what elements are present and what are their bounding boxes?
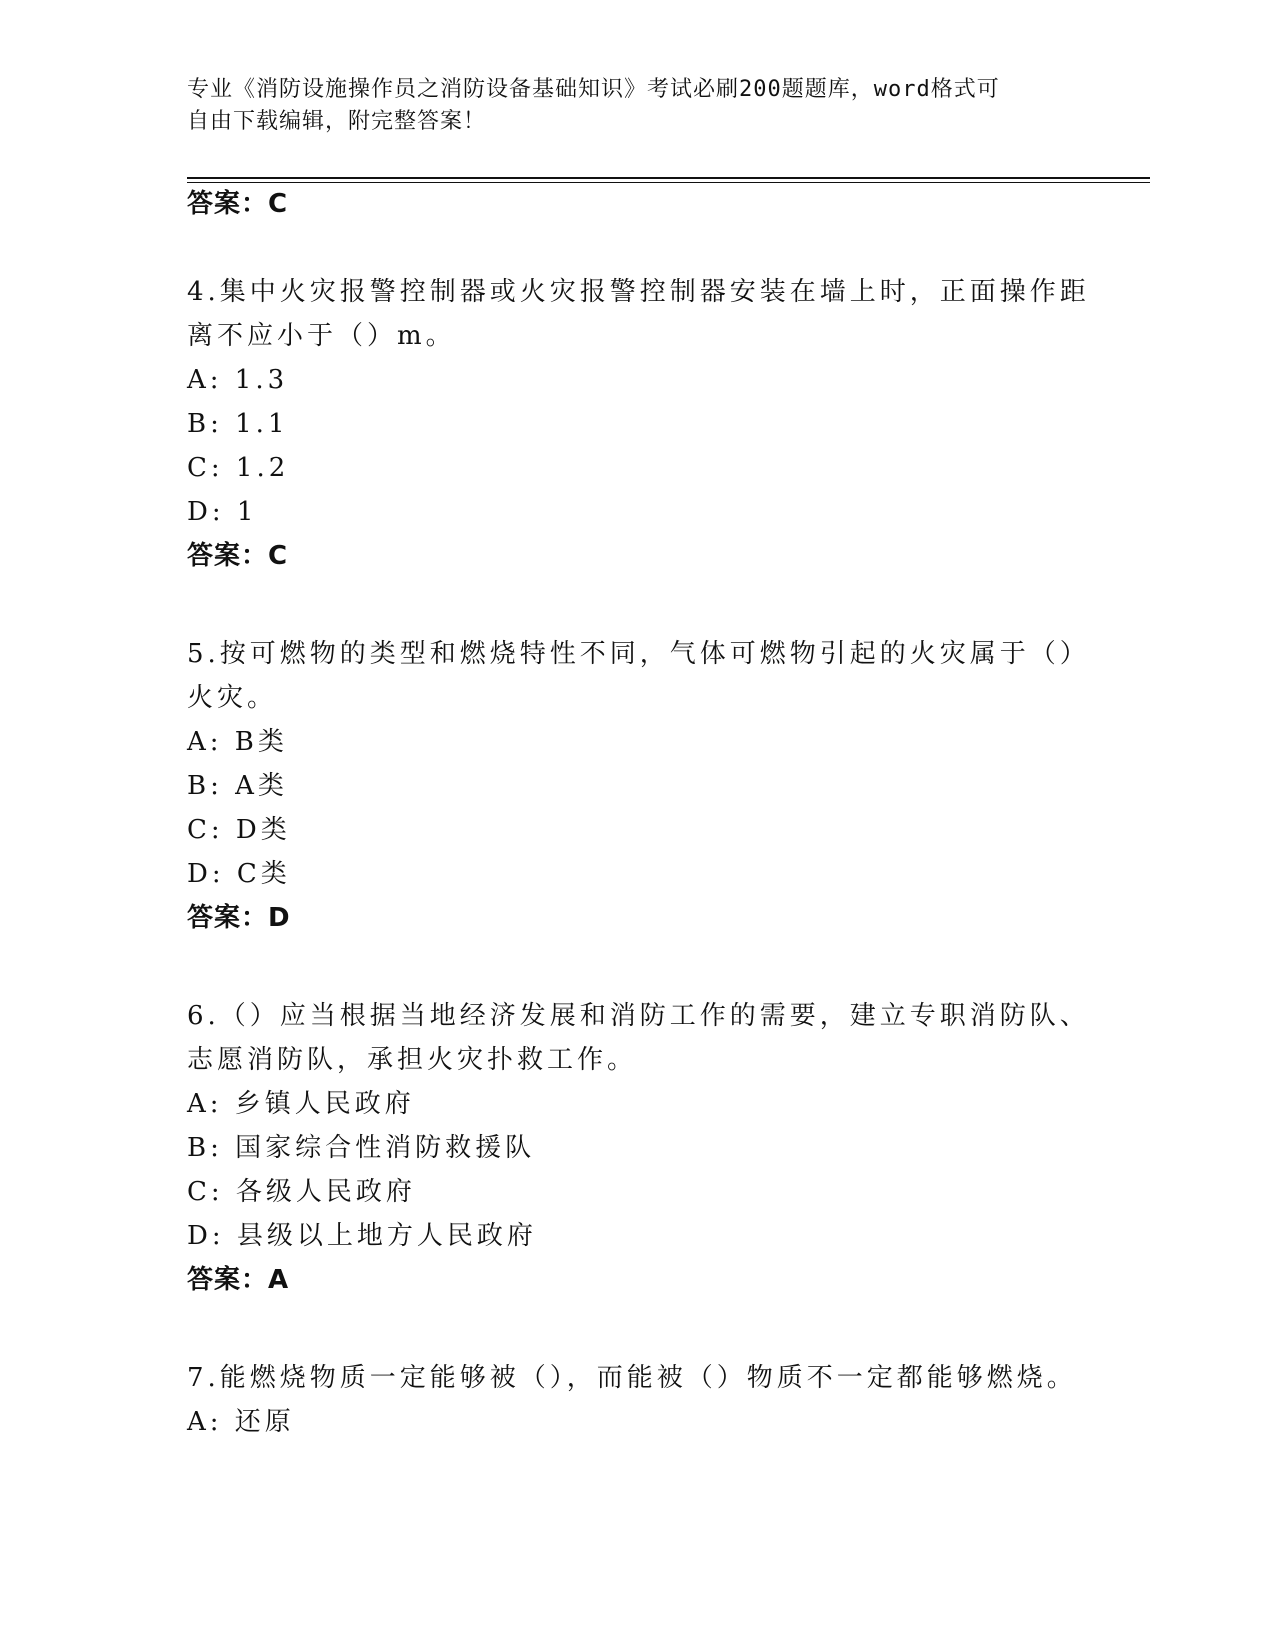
question-stem-line-1: 7.能燃烧物质一定能够被（），而能被（）物质不一定都能够燃烧。 [187, 1363, 1077, 1393]
header-divider-thick [187, 177, 1150, 179]
answer-label: 答案：D [187, 903, 291, 933]
question-stem-line-2: 志愿消防队，承担火灾扑救工作。 [187, 1045, 638, 1075]
option-d: D: C类 [187, 859, 291, 889]
option-a: A: 1.3 [187, 365, 289, 395]
option-b: B: 国家综合性消防救援队 [187, 1133, 536, 1163]
option-d: D: 1 [187, 497, 258, 527]
answer-label: 答案：A [187, 1265, 290, 1295]
option-c: C: D类 [187, 815, 291, 845]
question-stem-line-2: 火灾。 [187, 683, 278, 713]
option-a: A: 还原 [187, 1407, 295, 1437]
question-stem-line-1: 4.集中火灾报警控制器或火灾报警控制器安装在墙上时，正面操作距 [187, 277, 1090, 307]
answer-label: 答案：C [187, 189, 289, 219]
option-a: A: 乡镇人民政府 [187, 1089, 415, 1119]
option-b: B: 1.1 [187, 409, 289, 439]
question-stem-line-1: 6.（）应当根据当地经济发展和消防工作的需要，建立专职消防队、 [187, 1001, 1090, 1031]
question-stem-line-2: 离不应小于（）m。 [187, 321, 456, 351]
document-header [187, 74, 1067, 138]
option-c: C: 各级人民政府 [187, 1177, 416, 1207]
answer-label: 答案：C [187, 541, 289, 571]
header-line-1: 专业《消防设施操作员之消防设备基础知识》考试必刷200题题库，word格式可 [187, 77, 1000, 102]
question-stem-line-1: 5.按可燃物的类型和燃烧特性不同，气体可燃物引起的火灾属于（） [187, 639, 1090, 669]
option-b: B: A类 [187, 771, 288, 801]
option-c: C: 1.2 [187, 453, 290, 483]
header-divider-thin [187, 182, 1150, 183]
header-line-2: 自由下载编辑，附完整答案！ [187, 109, 487, 134]
option-a: A: B类 [187, 727, 288, 757]
option-d: D: 县级以上地方人民政府 [187, 1221, 537, 1251]
